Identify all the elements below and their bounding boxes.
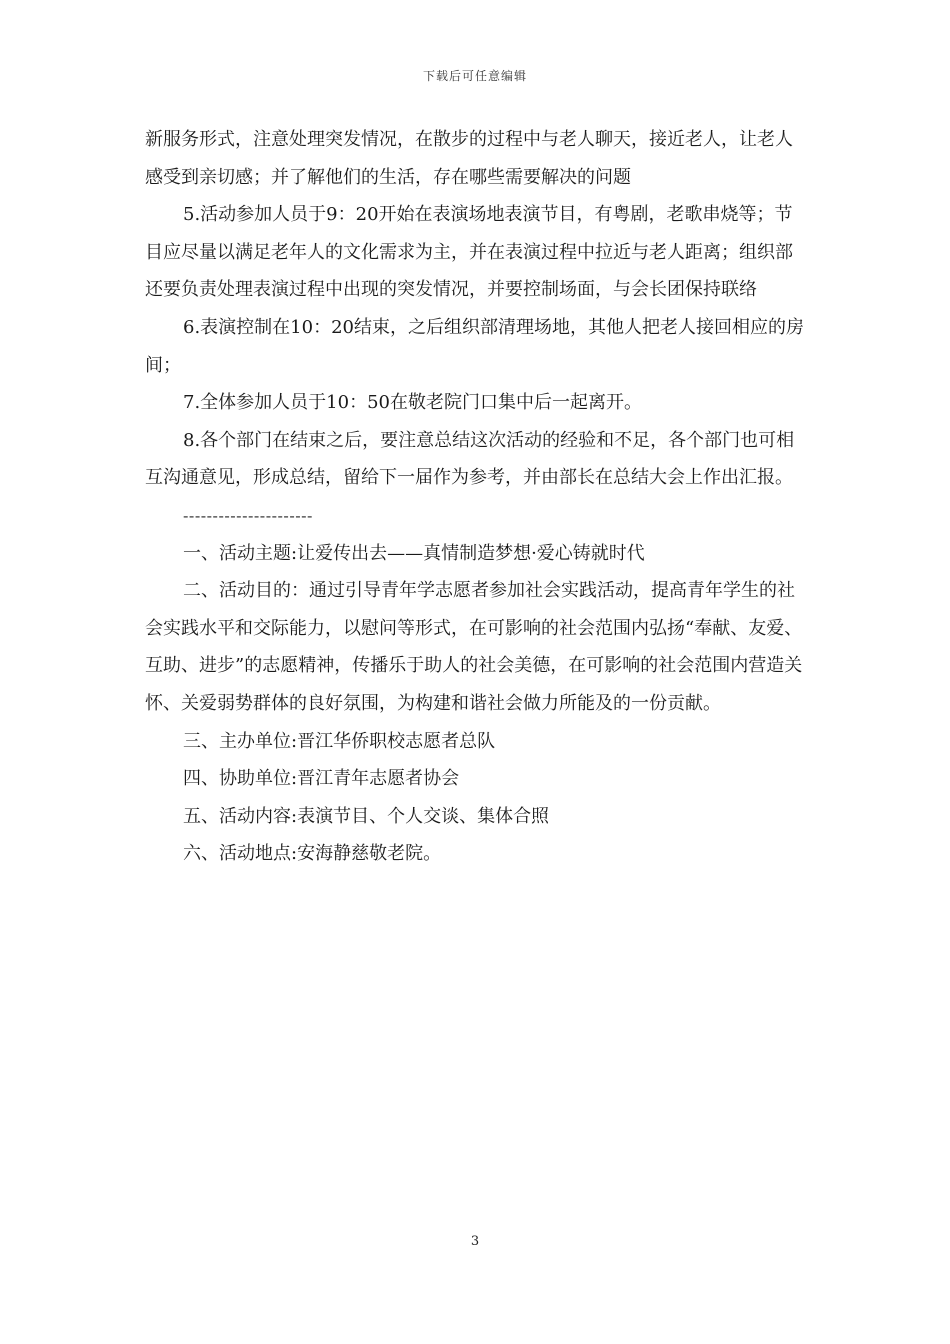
section-divider: ---------------------- [183,505,313,525]
paragraph-co-organizer: 四、协助单位:晋江青年志愿者协会 [183,768,460,790]
paragraph-item-6: 6.表演控制在10：20结束，之后组织部清理场地，其他人把老人接回相应的房间； [145,316,804,376]
paragraph-item-8: 8.各个部门在结束之后，要注意总结这次活动的经验和不足，各个部门也可相互沟通意见，形成总结，留给下一届作为参考，并由部长在总结大会上作出汇报。 [145,429,795,489]
paragraph-continuation: 新服务形式，注意处理突发情况，在散步的过程中与老人聊天，接近老人，让老人感受到亲切感；并了解他们的生活，存在哪些需要解决的问题 [145,129,793,188]
page-number: 3 [470,1234,480,1249]
document-body [145,121,810,873]
paragraph-content: 五、活动内容:表演节目、个人交谈、集体合照 [183,805,550,827]
paragraph-theme: 一、活动主题:让爱传出去——真情制造梦想·爱心铸就时代 [183,542,645,564]
paragraph-item-7: 7.全体参加人员于10：50在敬老院门口集中后一起离开。 [183,392,642,414]
page-header: 下载后可任意编辑 [422,69,527,83]
paragraph-item-5: 5.活动参加人员于9：20开始在表演场地表演节目，有粤剧，老歌串烧等；节目应尽量以满足老年人的文化需求为主，并在表演过程中拉近与老人距离；组织部还要负责处理表演过程中出现的突发情况，并要控制场面，与会长团保持联络 [145,204,793,301]
paragraph-purpose: 二、活动目的：通过引导青年学志愿者参加社会实践活动，提高青年学生的社会实践水平和交际能力，以慰问等形式，在可影响的社会范围内弘扬“奉献、友爱、互助、进步”的志愿精神，传播乐于助人的社会美德，在可影响的社会范围内营造关怀、关爱弱势群体的良好氛围，为构建和谐社会做力所能及的一份贡献。 [145,580,803,714]
paragraph-location: 六、活动地点:安海静慈敬老院。 [183,843,442,865]
paragraph-organizer: 三、主办单位:晋江华侨职校志愿者总队 [183,730,496,752]
